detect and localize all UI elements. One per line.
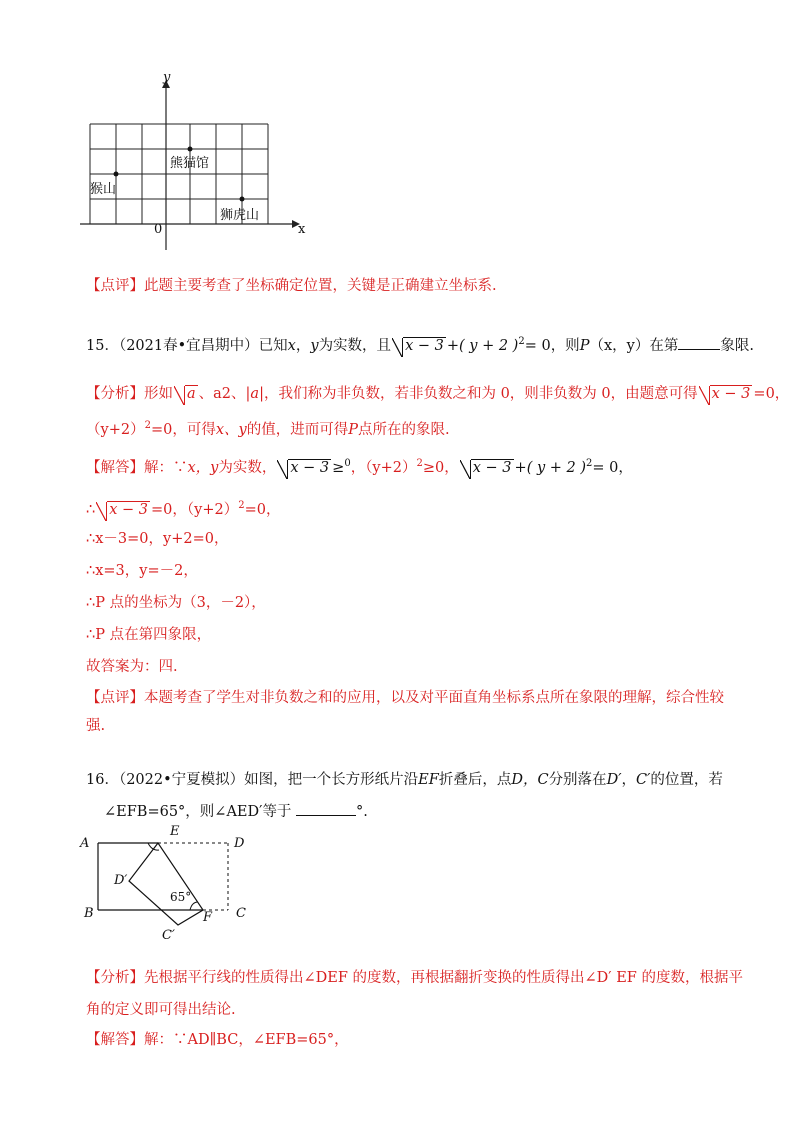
analysis-tag: 【分析】: [86, 970, 144, 986]
solution-tag: 【解答】: [86, 459, 144, 476]
label-C: C: [236, 906, 246, 921]
fold-svg: [78, 822, 278, 952]
step-1: ∴ x − 3 =0，$(y+2)^2=0$，: [86, 500, 281, 518]
solution-16: 【解答】解：∵AD∥BC，∠EFB=65°，: [86, 1032, 349, 1048]
sqrt-expression: x − 3: [392, 336, 446, 356]
step-3: ∴x=3，y=－2，: [86, 563, 198, 579]
angle-label: 65°: [170, 890, 192, 904]
panda-label: 熊猫馆: [170, 156, 210, 171]
analysis-15-line-1: 【分析】形如 a 、a2、|a|，我们称为非负数，若非负数之和为 0，则非负数为 0，由题意可得 x − 3 =0，: [86, 386, 790, 402]
label-B: B: [84, 906, 94, 921]
lion-label: 狮虎山: [220, 208, 260, 223]
panda-point: [188, 147, 193, 152]
analysis-16-line-2: 角的定义即可得出结论.: [86, 1002, 236, 1018]
label-F: F: [203, 910, 213, 925]
answer-blank: [296, 815, 356, 816]
review-15-line-1: 【点评】本题考查了学生对非负数之和的应用，以及对平面直角坐标系点所在象限的理解，综合性较: [86, 690, 724, 706]
axis-x-label: x: [298, 222, 306, 237]
question-16-line-1: 16．（2022•宁夏模拟）如图，把一个长方形纸片沿EF折叠后，点D，C分别落在D′，C′的位置，若: [86, 772, 723, 788]
review-15-line-2: 强.: [86, 718, 106, 734]
lion-point: [240, 197, 245, 202]
step-6: 故答案为：四.: [86, 659, 178, 675]
solution-tag: 【解答】: [86, 1032, 144, 1048]
step-2: ∴x－3=0，y+2=0，: [86, 531, 229, 547]
label-E: E: [170, 824, 180, 839]
analysis-16-line-1: 【分析】先根据平行线的性质得出∠DEF 的度数，再根据翻折变换的性质得出∠D′ EF 的度数，根据平: [86, 970, 743, 986]
answer-blank: [678, 349, 720, 350]
review-text: 此题主要考查了坐标确定位置，关键是正确建立坐标系.: [144, 278, 497, 294]
analysis-tag: 【分析】: [86, 386, 144, 402]
folded-rectangle-figure: [78, 822, 278, 952]
solution-15: 【解答】解：∵x，y为实数， x − 3 ≥$^0$，$(y+2)^2\ge 0$， x − 3 +( y + 2 )$^2$= 0，: [86, 458, 633, 476]
label-D-prime: D′: [114, 873, 128, 888]
step-5: ∴P 点在第四象限，: [86, 627, 212, 643]
coordinate-grid-figure: [80, 70, 320, 250]
label-C-prime: C′: [162, 928, 175, 943]
monkey-label: 猴山: [90, 182, 117, 197]
axis-y-label: y: [163, 70, 171, 85]
review-tag: 【点评】: [86, 278, 144, 294]
review-tag: 【点评】: [86, 690, 144, 706]
label-A: A: [80, 836, 90, 851]
question-15: 15．（2021春•宜昌期中）已知x，y为实数，且 x − 3 +( y + 2 )$^2$= 0，则P（x，y）在第 象限.: [86, 336, 754, 354]
analysis-15-line-2: $(y+2)^2=0$，可得x、y的值，进而可得P点所在的象限.: [86, 420, 450, 438]
label-D: D: [234, 836, 245, 851]
review-14: [86, 276, 497, 296]
question-16-line-2: ∠EFB=65°，则∠AED′等于 °.: [104, 804, 368, 820]
step-4: ∴P 点的坐标为（3，－2），: [86, 595, 266, 611]
origin-label: 0: [154, 222, 163, 237]
monkey-point: [114, 172, 119, 177]
